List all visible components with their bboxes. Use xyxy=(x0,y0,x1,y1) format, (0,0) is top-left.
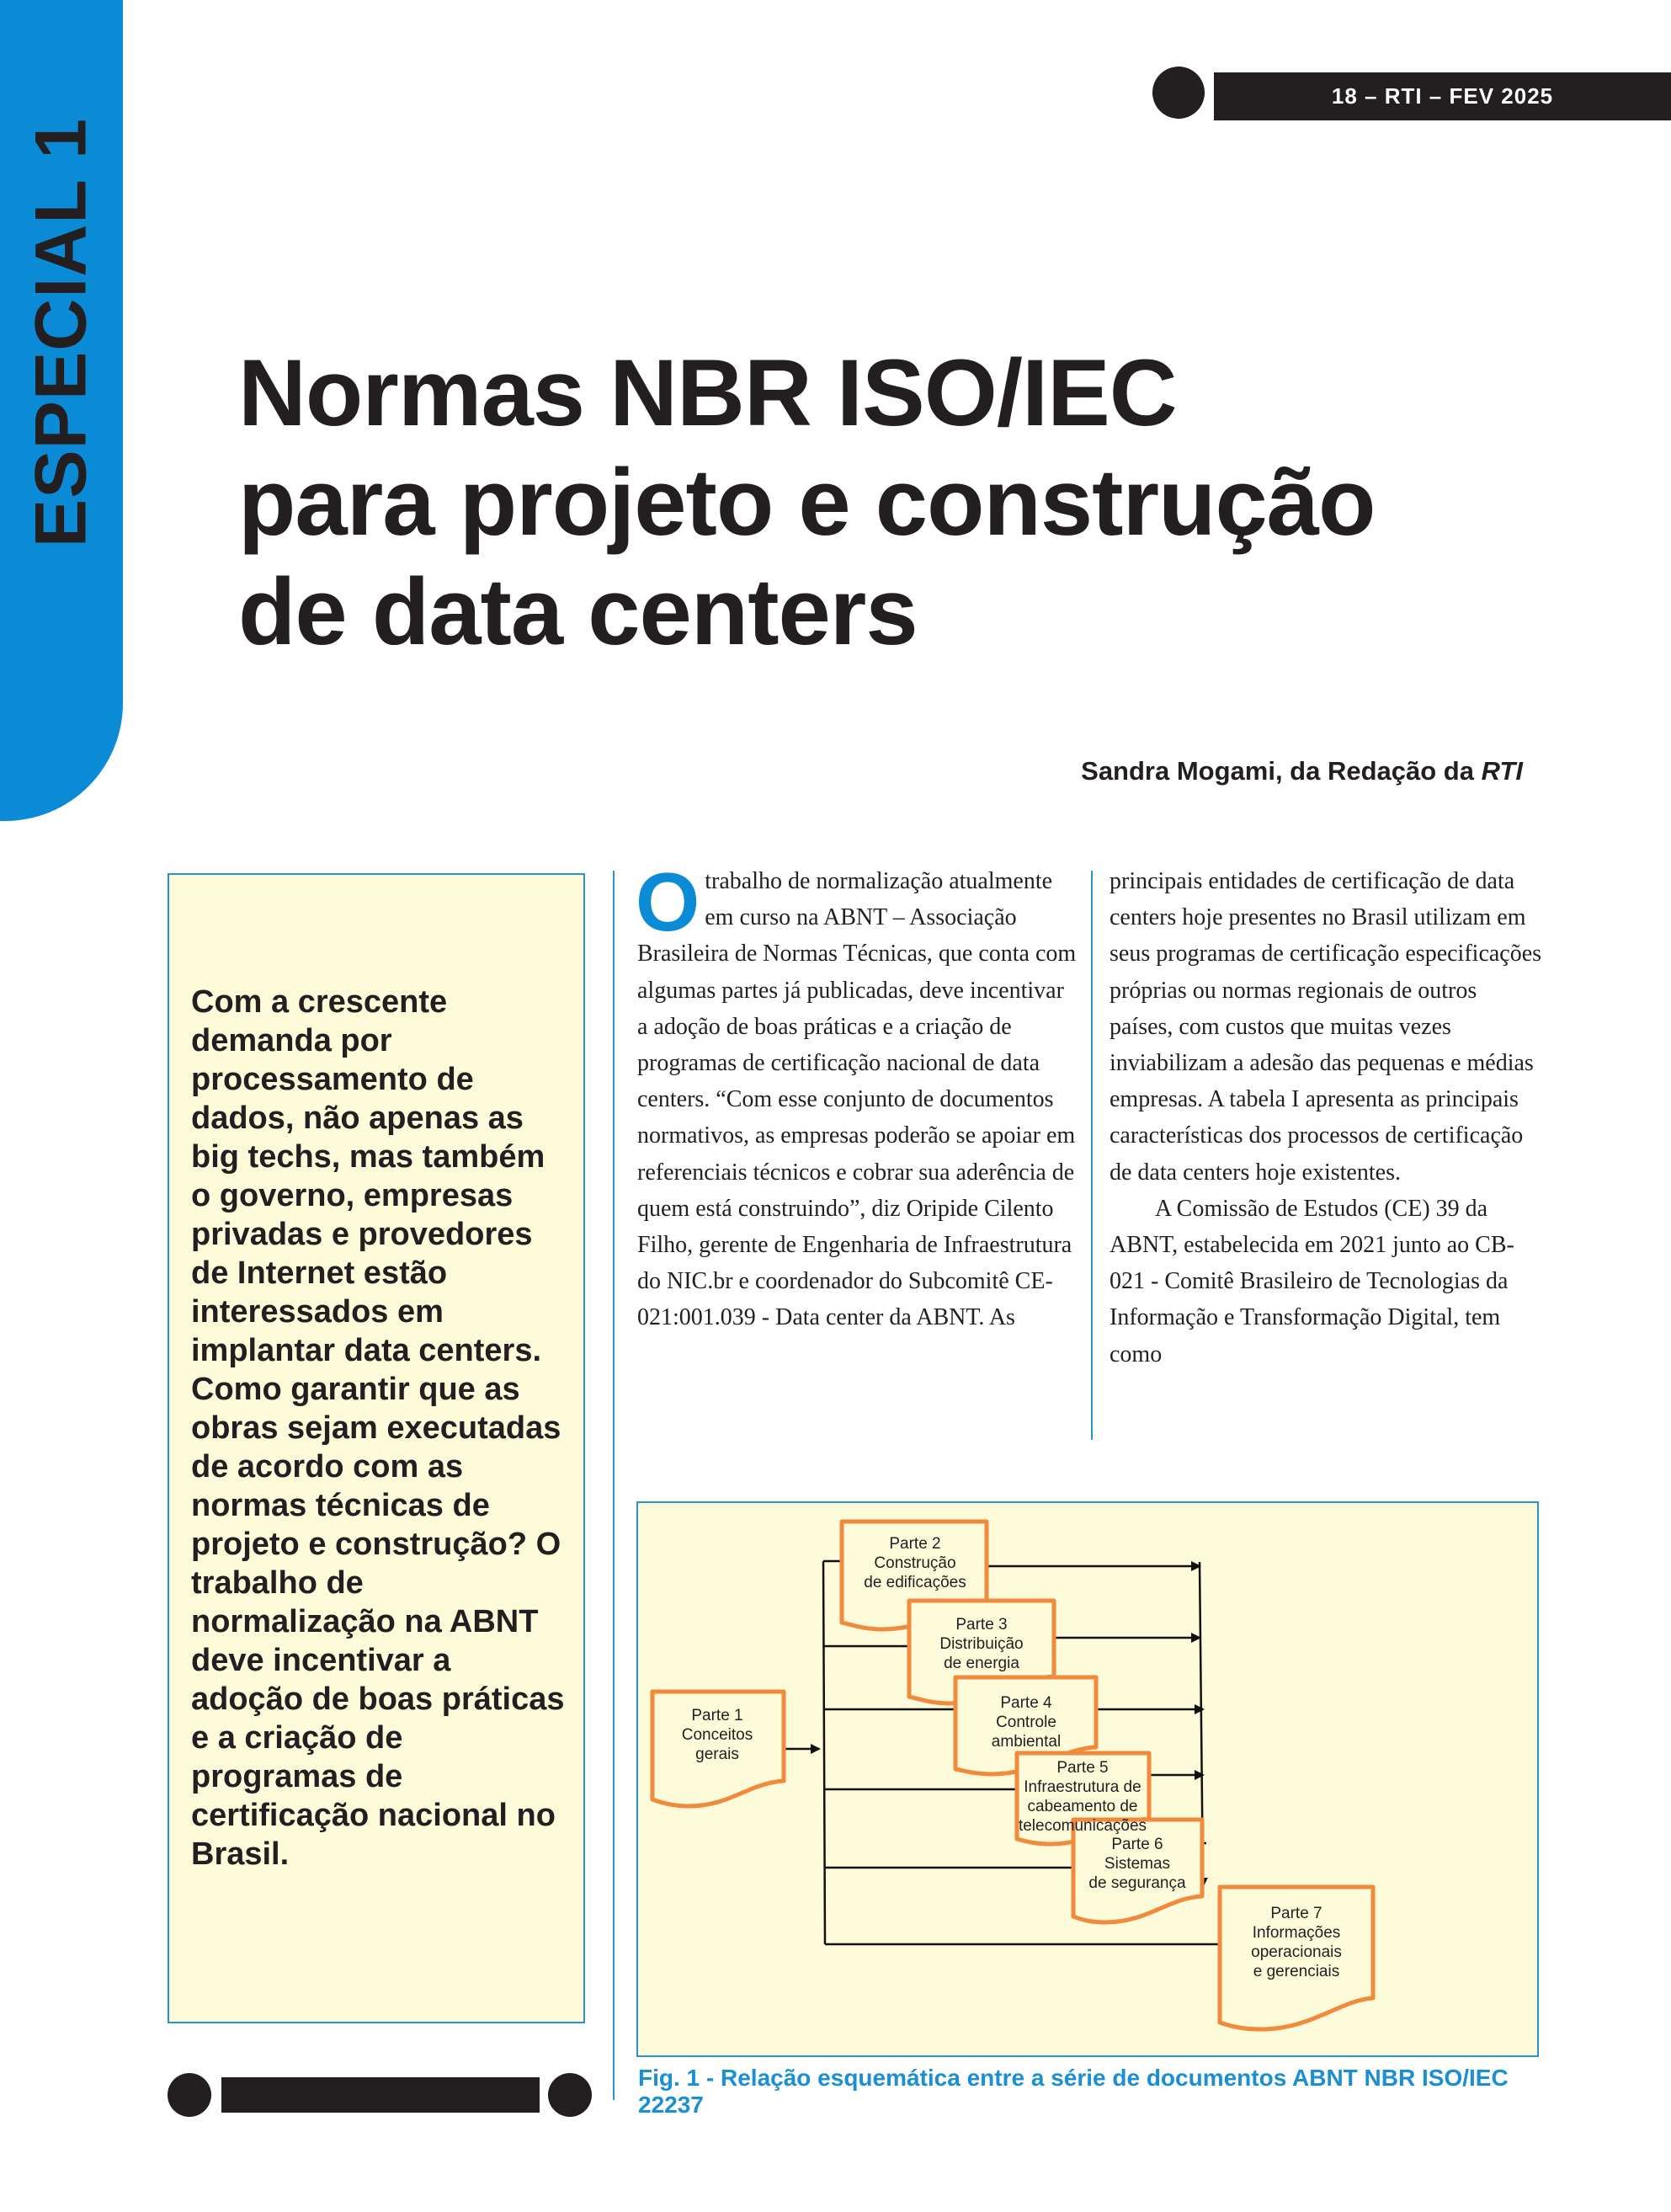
part-3-label: Parte 3 Distribuição de energia xyxy=(939,1616,1024,1672)
title-line: Normas NBR ISO/IEC xyxy=(238,340,1177,445)
title-line: de data centers xyxy=(238,559,918,664)
part-4-label: Parte 4 Controle ambiental xyxy=(991,1694,1062,1751)
body-paragraph: Otrabalho de normalização atualmente em curso na ABNT – Associação Brasileira de Normas Técnicas, que conta com algumas partes já publicadas, deve incentivar a adoção de boas práticas e a criação de programas de certificação nacional de data centers. “Com esse conjunto de documentos normativos, as empresas poderão se apoiar em referenciais técnicos e cobrar sua aderência de quem está construindo”, diz Oripide Cilento Filho, gerente de Engenharia de Infraestrutura do NIC.br e coordenador do Subcomitê CE-021:001.039 - Data center da ABNT. As xyxy=(636,855,1077,1331)
byline xyxy=(1081,756,1523,786)
article-title xyxy=(238,338,1375,667)
body-paragraph: principais entidades de certificação de data centers hoje presentes no Brasil utilizam em seus programas de certificação especificações próprias ou normas regionais de outros países, com custos que muitas vezes inviabilizam a adesão das pequenas e médias empresas. A tabela I apresenta as principais características dos processos de certificação de data centers hoje existentes. xyxy=(1110,868,1542,1186)
part-6-label: Parte 6 Sistemas de segurança xyxy=(1088,1836,1186,1892)
figure-caption: Fig. 1 - Relação esquemática entre a série de documentos ABNT NBR ISO/IEC 22237 xyxy=(638,2065,1509,2118)
body-paragraph: A Comissão de Estudos (CE) 39 da ABNT, estabelecida em 2021 junto ao CB-021 - Comitê Brasileiro de Tecnologias da Informação e Transformação Digital, tem como xyxy=(1110,1195,1514,1367)
page-info-bar xyxy=(1214,72,1671,120)
byline-brand: RTI xyxy=(1481,756,1523,786)
column-rule xyxy=(1091,871,1093,1440)
byline-author: Sandra Mogami, da Redação da xyxy=(1081,756,1482,786)
decorative-bar xyxy=(221,2077,540,2113)
column-rule xyxy=(613,871,615,2100)
part-7-label: Parte 7 Informações operacionais e gerenciais xyxy=(1251,1905,1342,1980)
lede-text: Com a crescente demanda por processamento de dados, não apenas as big techs, mas também o governo, empresas privadas e provedores de Internet estão interessados em implantar data centers. Como garantir que as obras sejam executadas de acordo com as normas técnicas de projeto e construção? O trabalho de normalização na ABNT deve incentivar a adoção de boas práticas e a criação de programas de certificação nacional no Brasil. xyxy=(191,984,565,1872)
diagram-svg xyxy=(638,1503,1541,2059)
body-column-2 xyxy=(1110,863,1543,1373)
section-tab xyxy=(0,0,123,821)
decorative-dot xyxy=(168,2073,211,2117)
part-5-label: Parte 5 Infraestrutura de cabeamento de telecomunicações xyxy=(1018,1759,1147,1835)
drop-cap: O xyxy=(636,855,700,948)
title-line: para projeto e construção xyxy=(238,450,1376,555)
lede-box xyxy=(168,873,585,2023)
part-2-label: Parte 2 Construção de edificações xyxy=(864,1535,966,1591)
header-dot xyxy=(1152,67,1205,119)
decorative-dot xyxy=(548,2073,592,2117)
part-1-label: Parte 1 Conceitos gerais xyxy=(681,1707,753,1763)
body-column-1 xyxy=(636,855,1078,1336)
figure-diagram xyxy=(636,1501,1539,2057)
section-tab-label: ESPECIAL 1 xyxy=(20,117,102,548)
page-info: 18 – RTI – FEV 2025 xyxy=(1331,83,1554,109)
